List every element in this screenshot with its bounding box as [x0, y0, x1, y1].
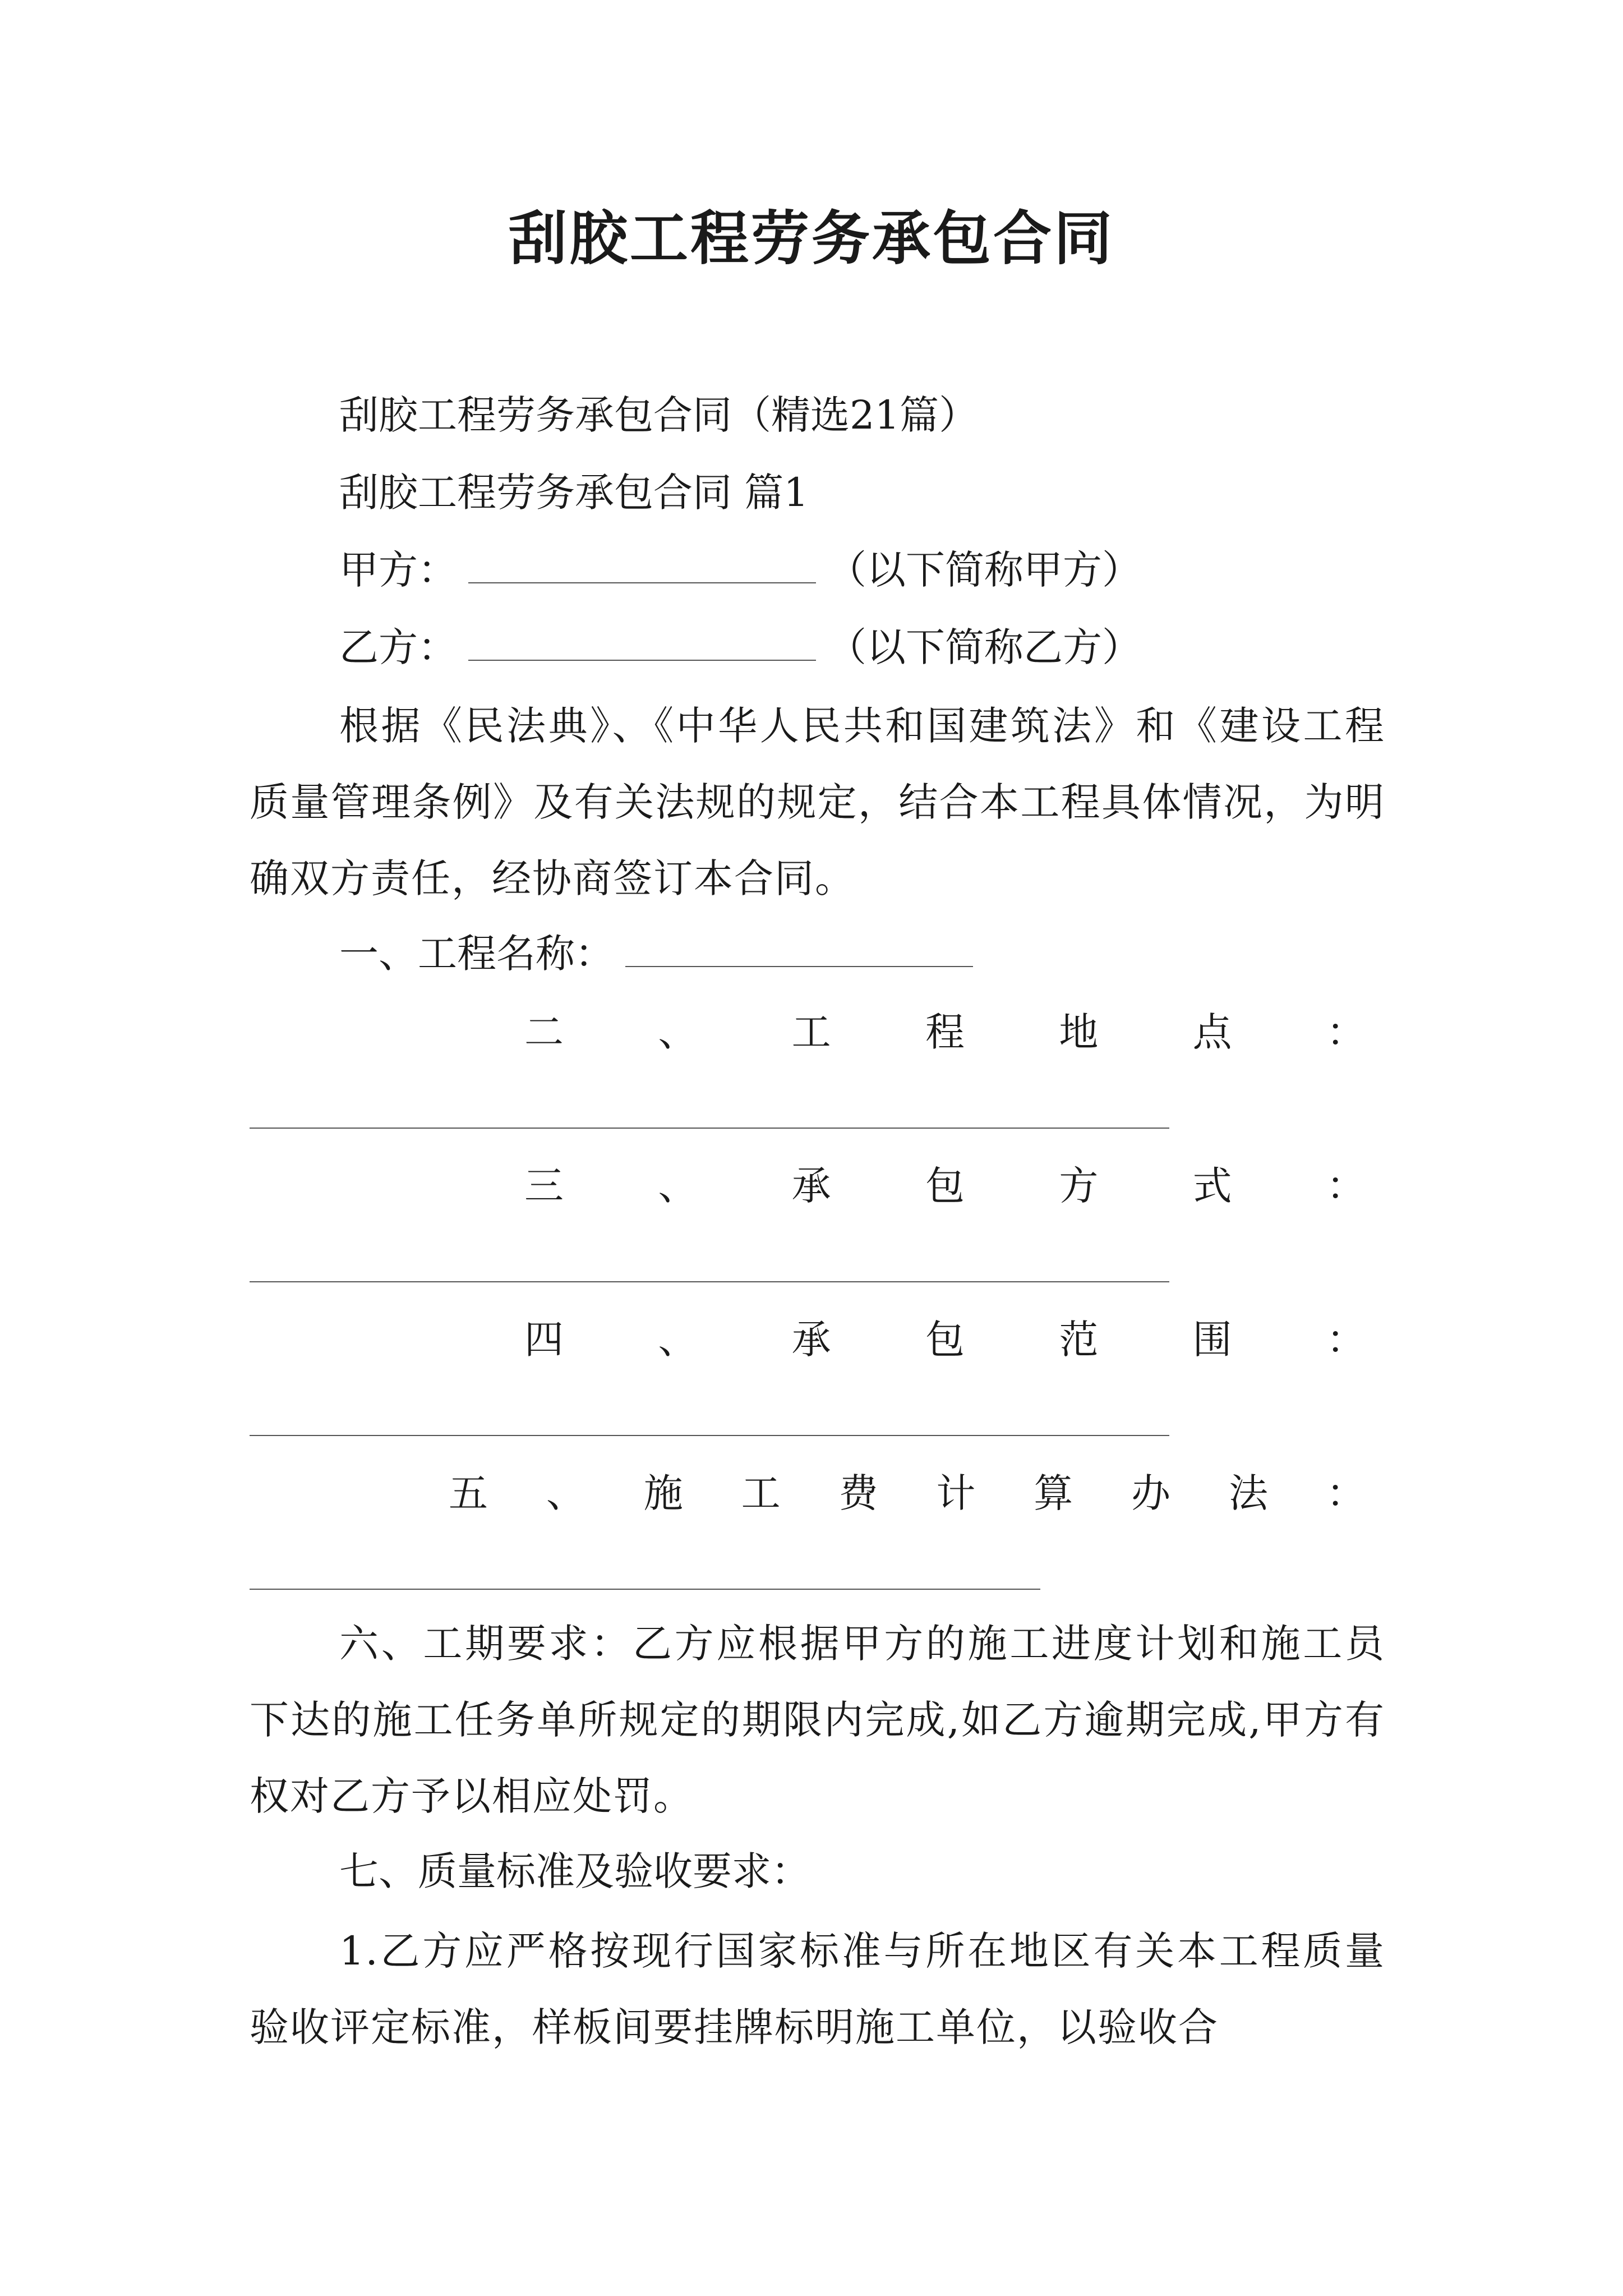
item4-char: 、	[658, 1317, 698, 1363]
item5-char: 法	[1229, 1470, 1268, 1516]
item3-char: 式	[1192, 1163, 1232, 1209]
item1-line	[339, 926, 984, 982]
item5-char: 施	[643, 1470, 683, 1516]
item6-paragraph: 六、工期要求：乙方应根据甲方的施工进度计划和施工员下达的施工任务单所规定的期限内完成,如乙方逾期完成,甲方有权对乙方予以相应处罚。	[250, 1621, 1385, 1819]
item3-char: 三	[524, 1163, 564, 1209]
item7-heading: 七、质量标准及验收要求：	[339, 1848, 810, 1894]
item2-char: 点	[1192, 1009, 1232, 1055]
item5-char: 办	[1131, 1470, 1171, 1516]
item5-char: 算	[1034, 1470, 1073, 1516]
item4-char: 四	[524, 1317, 564, 1363]
item4-heading	[524, 1312, 1366, 1368]
item3-char: 承	[791, 1163, 831, 1209]
intro-paragraph: 根据《民法典》、《中华人民共和国建筑法》和《建设工程质量管理条例》及有关法规的规定，结合本工程具体情况，为明确双方责任，经协商签订本合同。	[250, 703, 1385, 901]
party-b-suffix: （以下简称乙方）	[827, 624, 1141, 670]
item2-char: ：	[1326, 1009, 1366, 1055]
item1-blank	[625, 927, 973, 967]
item5-blank	[250, 1589, 1040, 1590]
item3-char: ：	[1326, 1163, 1366, 1209]
item2-char: 工	[791, 1009, 831, 1055]
item3-char: 包	[925, 1163, 965, 1209]
item2-char: 二	[524, 1009, 564, 1055]
item2-char: 程	[925, 1009, 965, 1055]
item3-char: 、	[658, 1163, 698, 1209]
item5-char: 计	[936, 1470, 976, 1516]
party-b-blank	[468, 620, 816, 661]
party-a-blank	[468, 543, 816, 583]
item7-1-paragraph: 1.乙方应严格按现行国家标准与所在地区有关本工程质量验收评定标准，样板间要挂牌标明施工单位，以验收合	[250, 1928, 1385, 2050]
party-a-label: 甲方：	[339, 547, 457, 593]
item5-char: 、	[546, 1470, 585, 1516]
item5-char: 五	[449, 1470, 488, 1516]
document-subtitle: 刮胶工程劳务承包合同（精选21篇）	[339, 392, 979, 438]
item5-char: ：	[1326, 1470, 1366, 1516]
party-a-line	[339, 542, 1141, 598]
party-b-line	[339, 619, 1141, 675]
item3-char: 方	[1059, 1163, 1099, 1209]
document-title: 刮胶工程劳务承包合同	[508, 204, 1114, 273]
party-b-label: 乙方：	[339, 624, 457, 670]
item5-char: 工	[741, 1470, 781, 1516]
item5-char: 费	[838, 1470, 878, 1516]
item4-blank	[250, 1435, 1169, 1436]
item4-char: 围	[1192, 1317, 1232, 1363]
item1-label: 一、工程名称：	[339, 931, 614, 977]
item4-char: ：	[1326, 1317, 1366, 1363]
item4-char: 范	[1059, 1317, 1099, 1363]
item2-char: 地	[1059, 1009, 1099, 1055]
item5-heading	[449, 1465, 1366, 1521]
item4-char: 包	[925, 1317, 965, 1363]
item2-heading	[524, 1004, 1366, 1060]
item4-char: 承	[791, 1317, 831, 1363]
section-heading: 刮胶工程劳务承包合同 篇1	[339, 470, 809, 516]
item2-blank	[250, 1128, 1169, 1129]
item2-char: 、	[658, 1009, 698, 1055]
party-a-suffix: （以下简称甲方）	[827, 547, 1141, 593]
item3-blank	[250, 1281, 1169, 1282]
item3-heading	[524, 1158, 1366, 1214]
